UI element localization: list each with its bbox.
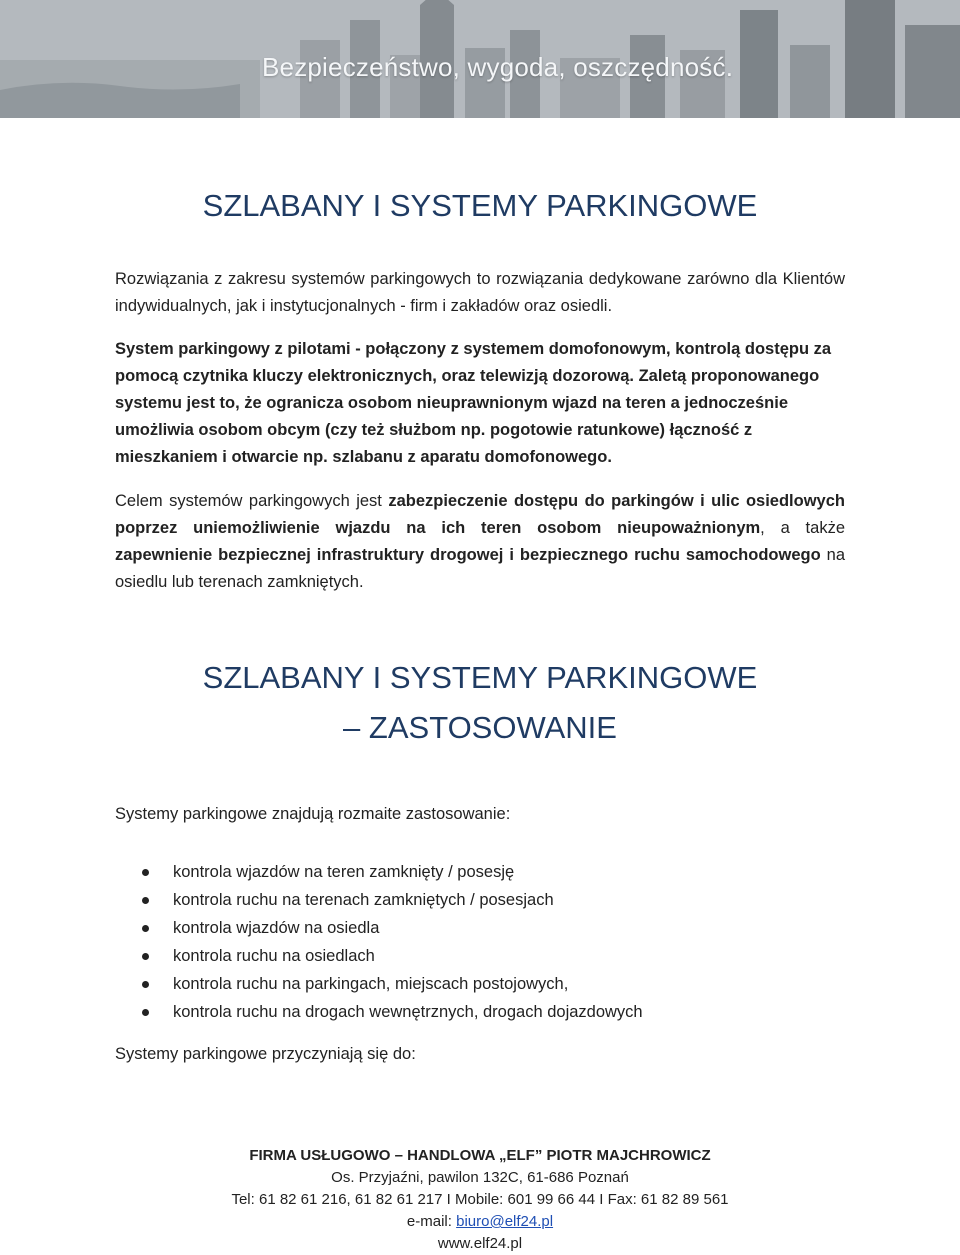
section-title-line1: SZLABANY I SYSTEMY PARKINGOWE: [202, 660, 758, 695]
list-item-text: kontrola ruchu na osiedlach: [173, 947, 375, 965]
list-item: [115, 858, 643, 886]
list-item: [115, 998, 643, 1026]
section-title-line2: – ZASTOSOWANIE: [343, 710, 617, 745]
list-item-text: kontrola ruchu na drogach wewnętrznych, drogach dojazdowych: [173, 1003, 643, 1021]
footer-website[interactable]: www.elf24.pl: [437, 1235, 523, 1252]
bullet-icon: [142, 869, 149, 876]
list-item-text: kontrola wjazdów na teren zamknięty / posesję: [173, 863, 515, 881]
goal-bold-1: zabezpieczenie dostępu do parkingów i ulic osiedlowych poprzez uniemożliwienie wjazdu na ich teren osobom nieupoważnionym: [115, 492, 845, 537]
footer-email-link[interactable]: biuro@elf24.pl: [456, 1213, 554, 1230]
page-title: SZLABANY I SYSTEMY PARKINGOWE: [202, 188, 758, 223]
footer: [0, 1145, 960, 1255]
system-description-text: System parkingowy z pilotami - połączony z systemem domofonowym, kontrolą dostępu za pomocą czytnika kluczy elektronicznych, oraz telewizją dozorową. Zaletą proponowanego systemu jest to, że ogranicza osobom nieuprawnionym wjazd na teren a jednocześnie umożliwia osobom obcym (czy też służbom np.: [115, 340, 832, 439]
footer-company: FIRMA USŁUGOWO – HANDLOWA „ELF” PIOTR MAJCHROWICZ: [249, 1147, 711, 1164]
header-banner: [0, 0, 960, 118]
footer-email-label: e-mail:: [406, 1213, 457, 1230]
bullet-icon: [142, 925, 149, 932]
goal-text-2: , a także: [760, 519, 845, 537]
system-description-paragraph: [115, 336, 845, 471]
applications-list: [115, 858, 643, 1026]
list-item: [115, 942, 643, 970]
closing-line: Systemy parkingowe przyczyniają się do:: [115, 1045, 416, 1063]
goal-text-1: Celem systemów parkingowych jest: [115, 492, 389, 510]
bullet-icon: [142, 953, 149, 960]
footer-phones: Tel: 61 82 61 216, 61 82 61 217 I Mobile: 601 99 66 44 I Fax: 61 82 89 561: [231, 1191, 729, 1208]
goal-text-3: na osiedlu lub terenach zamkniętych.: [115, 546, 846, 591]
list-item: [115, 970, 643, 998]
bullet-icon: [142, 897, 149, 904]
list-item-text: kontrola wjazdów na osiedla: [173, 919, 380, 937]
footer-address: Os. Przyjaźni, pawilon 132C, 61-686 Poznań: [331, 1169, 629, 1186]
goal-paragraph: [115, 488, 845, 596]
goal-bold-2: zapewnienie bezpiecznej infrastruktury drogowej i bezpiecznego ruchu samochodowego: [115, 546, 821, 564]
banner-tagline: Bezpieczeństwo, wygoda, oszczędność.: [262, 52, 734, 82]
list-item-text: kontrola ruchu na parkingach, miejscach postojowych,: [173, 975, 569, 993]
system-description-text-cont: pogotowie ratunkowe) łączność z mieszkaniem i otwarcie np. szlabanu z aparatu domofonowego.: [115, 421, 753, 466]
intro-paragraph: Rozwiązania z zakresu systemów parkingowych to rozwiązania dedykowane zarówno dla Klientów indywidualnych, jak i instytucjonalnych - firm i zakładów oraz osiedli.: [115, 270, 845, 315]
list-item-text: kontrola ruchu na terenach zamkniętych / posesjach: [173, 891, 554, 909]
list-item: [115, 914, 643, 942]
applications-lead: Systemy parkingowe znajdują rozmaite zastosowanie:: [115, 805, 511, 823]
bullet-icon: [142, 1009, 149, 1016]
list-item: [115, 886, 643, 914]
bullet-icon: [142, 981, 149, 988]
footer-email-line: [0, 1211, 960, 1233]
